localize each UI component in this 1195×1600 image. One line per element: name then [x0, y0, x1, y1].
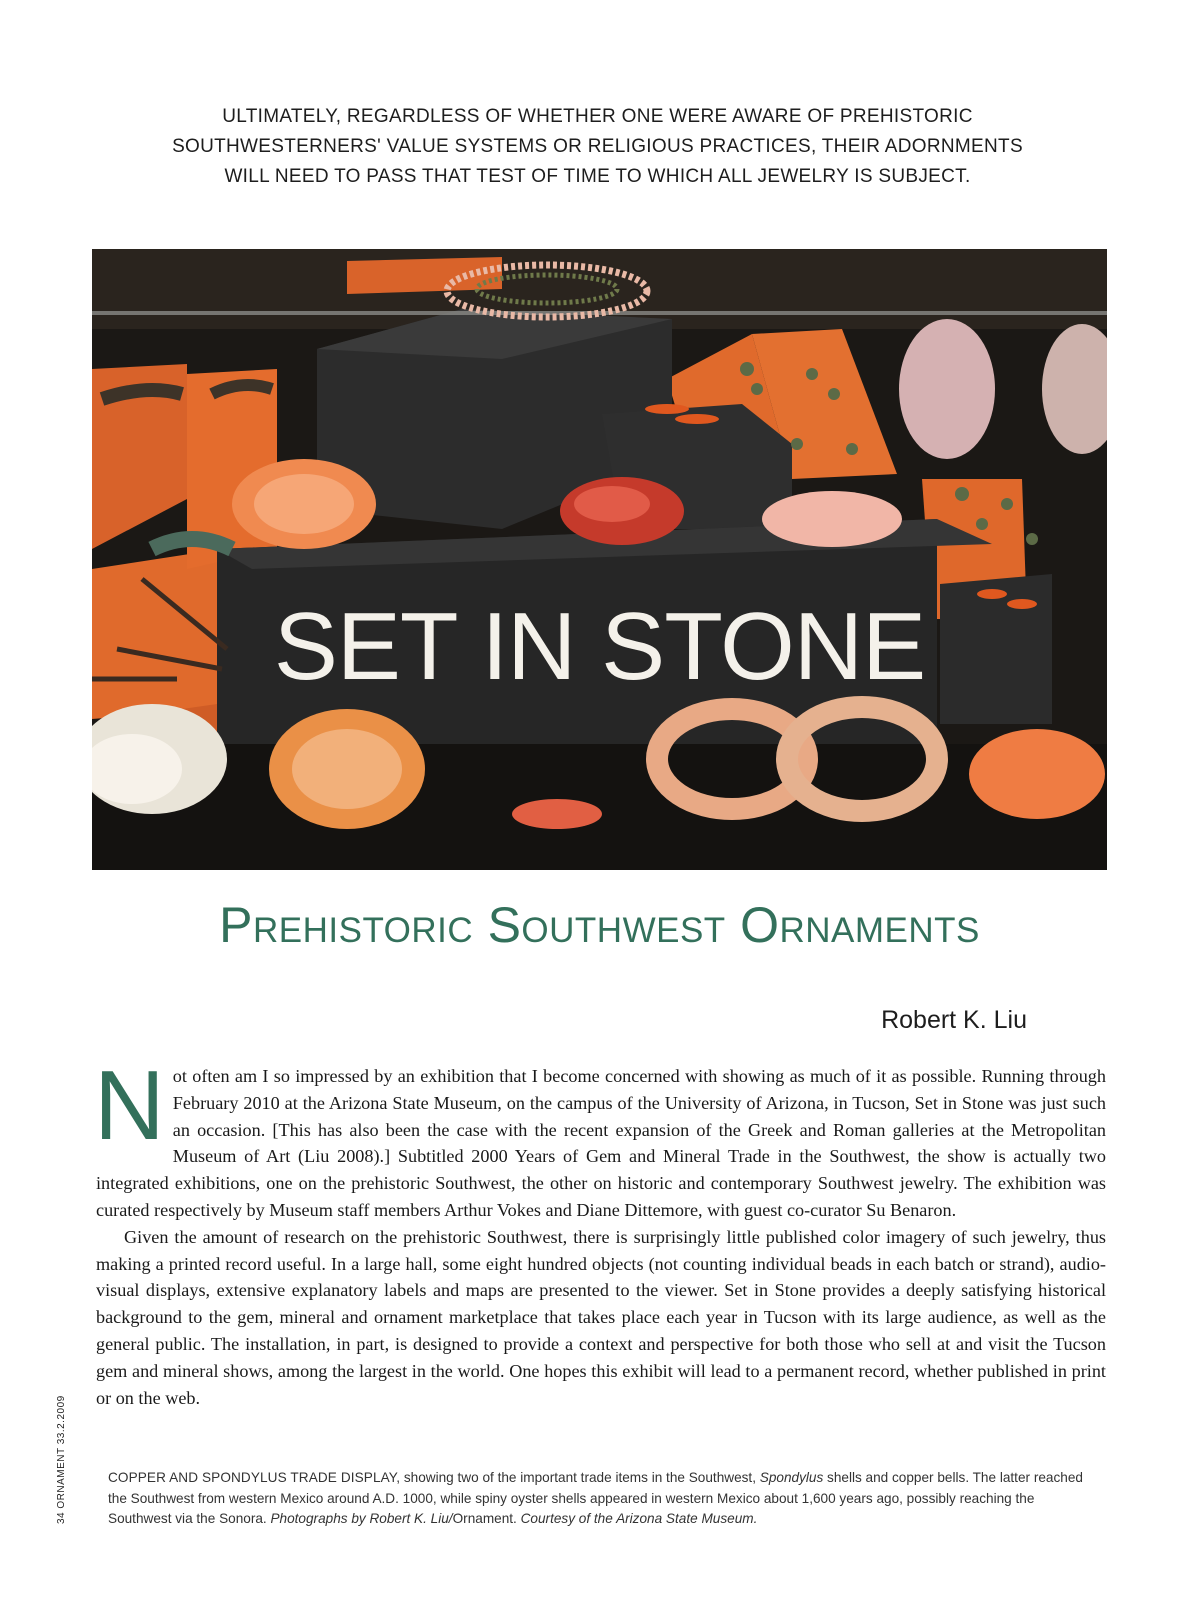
exhibit-display-illustration — [92, 249, 1107, 870]
drop-cap: N — [94, 1050, 165, 1160]
caption-text: showing two of the important trade items in the Southwest, — [400, 1470, 760, 1485]
pull-quote-line: WILL NEED TO PASS THAT TEST OF TIME TO WHICH ALL JEWELRY IS SUBJECT. — [224, 166, 971, 187]
caption-italic: Spondylus — [759, 1470, 824, 1485]
photo-caption — [108, 1468, 1098, 1530]
exhibit-display-photo — [92, 249, 1107, 870]
caption-lead: COPPER AND SPONDYLUS TRADE DISPLAY, — [108, 1470, 401, 1485]
photo-overlay-title: SET IN STONE — [273, 593, 926, 700]
page-folio: 34 ORNAMENT 33.2.2009 — [56, 1395, 67, 1524]
caption-text: Ornament — [452, 1511, 514, 1526]
caption-text: . — [513, 1511, 521, 1526]
caption-text: shells and copper bells. The latter reached the Southwest from western Mexico around A.D. 1000, while spiny oyster shells appeared in western Mexico about 1,600 years ago, possibly reaching the Southwest via the Sonora. — [108, 1470, 1083, 1526]
author-byline: Robert K. Liu — [881, 1006, 1027, 1034]
caption-photo-credit: Photographs by Robert K. Liu/ — [270, 1511, 453, 1526]
caption-courtesy: Courtesy of the Arizona State Museum. — [520, 1511, 758, 1526]
article-headline: Prehistoric Southwest Ornaments — [219, 897, 980, 953]
pull-quote-line: SOUTHWESTERNERS' VALUE SYSTEMS OR RELIGIOUS PRACTICES, THEIR ADORNMENTS — [172, 136, 1023, 157]
article-paragraph-2: Given the amount of research on the prehistoric Southwest, there is surprisingly little published color imagery of such jewelry, thus making a printed record useful. In a large hall, some eight hundred objects (not counting individual beads in each batch or strand), audio-visual displays, extensive explanatory labels and maps are presented to the viewer. Set in Stone provides a deeply satisfying historical background to the gem, mineral and ornament marketplace that takes place each year in Tucson with its large audience, as well as the general public. The installation, in part, is designed to provide a context and perspective for both those who sell at and visit the Tucson gem and mineral shows, among the largest in the world. One hopes this exhibit will lead to a permanent record, whether published in print or on the web. — [96, 1226, 1106, 1408]
paragraph-1-text: ot often am I so impressed by an exhibition that I become concerned with showing as much of it as possible. Running through February 2010 at the Arizona State Museum, on the campus of the University of Arizona, in Tucson, Set in Stone was just such an occasion. [This has also been the case with the recent expansion of the Greek and Roman galleries at the Metropolitan Museum of Art (Liu 2008).] Subtitled 2000 Years of Gem and Mineral Trade in the Southwest, the show is actually two integrated exhibitions, one on the prehistoric Southwest, the other on historic and contemporary Southwest jewelry. The exhibition was curated respectively by Museum staff members Arthur Vokes and Diane Dittemore, with guest co-curator Su Benaron. — [96, 1066, 1106, 1220]
pull-quote — [150, 102, 1045, 192]
article-body — [94, 1050, 1106, 1411]
pull-quote-line: ULTIMATELY, REGARDLESS OF WHETHER ONE WERE AWARE OF PREHISTORIC — [222, 106, 973, 127]
article-paragraph-1 — [94, 1050, 1106, 1224]
